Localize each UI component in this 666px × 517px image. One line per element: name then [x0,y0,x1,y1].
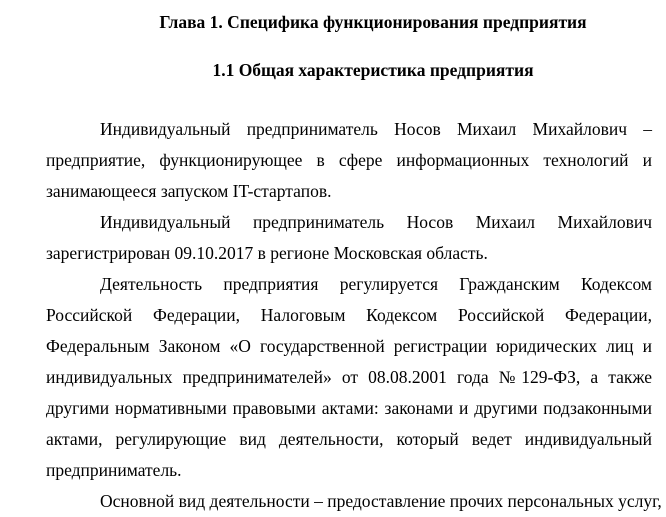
paragraph-line: другими нормативными правовыми актами: законами и другими подзаконными [46,398,652,418]
paragraph-line: Индивидуальный предприниматель Носов Михаил Михайлович [100,212,652,232]
paragraph-line: Основной вид деятельности – предоставление прочих персональных услуг, [100,491,662,511]
paragraph-line: Деятельность предприятия регулируется Гражданским Кодексом [100,274,652,294]
paragraph-line: предприятие, функционирующее в сфере информационных технологий и [46,150,652,170]
paragraph-line: Федеральным Законом «О государственной регистрации юридических лиц и [46,336,652,356]
body-text [46,114,662,517]
paragraph-line: Российской Федерации, Налоговым Кодексом Российской Федерации, [46,305,652,325]
section-title: 1.1 Общая характеристика предприятия [212,60,534,80]
paragraph-line: Индивидуальный предприниматель Носов Михаил Михайлович – [100,119,652,139]
paragraph-4 [46,486,662,517]
paragraph-2 [46,207,652,269]
paragraph-3 [46,269,652,486]
paragraph-1 [46,114,652,207]
paragraph-line: предприниматель. [46,460,182,480]
chapter-title: Глава 1. Специфика функционирования предприятия [159,12,587,32]
paragraph-line: занимающееся запуском IT-стартапов. [46,181,332,201]
paragraph-line: актами, регулирующие вид деятельности, который ведет индивидуальный [46,429,652,449]
paragraph-line: индивидуальных предпринимателей» от 08.08.2001 года №129-ФЗ, а также [46,367,652,387]
paragraph-line: зарегистрирован 09.10.2017 в регионе Московская область. [46,243,488,263]
